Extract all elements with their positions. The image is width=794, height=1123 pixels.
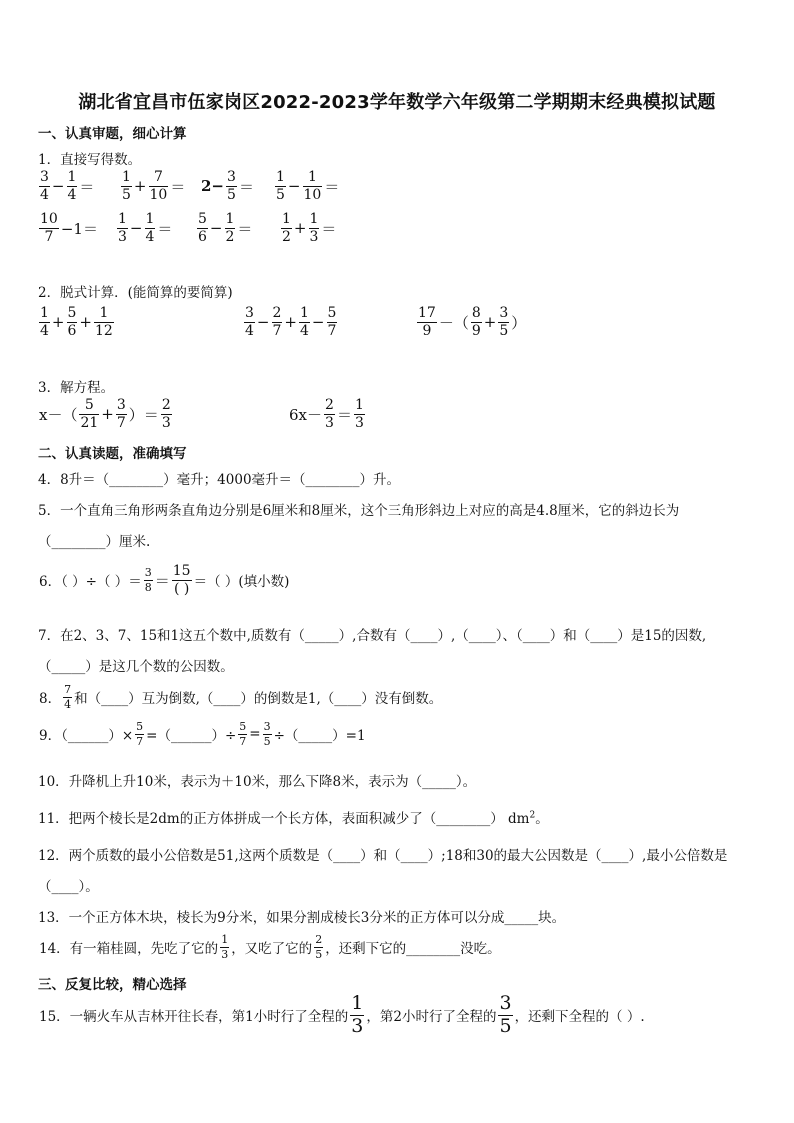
fraction	[309, 212, 320, 244]
fraction-denominator: 5	[227, 186, 236, 203]
q1-item-6	[116, 212, 173, 244]
fraction	[39, 212, 59, 244]
q1-item-2	[120, 170, 186, 202]
math-text: 15．一辆火车从吉林开往长春，第1小时行了全程的	[39, 1009, 349, 1026]
fraction-denominator: 5	[499, 322, 509, 339]
page-title: 湖北省宜昌市伍家岗区2022-2023学年数学六年级第二学期期末经典模拟试题	[78, 92, 716, 113]
fraction	[116, 398, 127, 430]
fraction-numerator: 15	[172, 563, 191, 579]
section-3-heading: 三、反复比较，精心选择	[38, 977, 187, 993]
fraction-numerator: 5	[79, 398, 99, 415]
math-text: －（	[438, 313, 469, 332]
fraction	[498, 994, 512, 1037]
fraction-denominator: 3	[118, 228, 127, 245]
fraction	[238, 721, 247, 747]
question-6	[38, 564, 290, 596]
math-text: 9．（______）×	[39, 728, 134, 745]
question-14	[38, 934, 502, 960]
math-text: 2−	[201, 177, 225, 196]
math-text: +	[79, 313, 92, 332]
fraction-denominator: 5	[263, 734, 271, 748]
math-text: −	[51, 177, 65, 196]
math-text: −	[209, 219, 223, 238]
fraction-denominator: 4	[40, 322, 49, 339]
fraction-denominator: 2	[225, 228, 235, 245]
fraction-denominator: 4	[40, 186, 49, 203]
fraction-numerator: 3	[263, 720, 271, 733]
q1-item-4	[274, 170, 340, 202]
fraction-denominator: 3	[351, 1014, 364, 1037]
fraction-numerator: 3	[245, 305, 254, 321]
math-text: 和（____）互为倒数,（____）的倒数是1,（____）没有倒数。	[74, 691, 443, 708]
fraction-numerator: 2	[272, 305, 282, 321]
fraction-denominator: 9	[471, 322, 481, 339]
fraction-numerator: 1	[351, 992, 364, 1014]
math-text: =	[249, 726, 261, 743]
math-text: +	[51, 313, 65, 332]
question-13: 13．一个正方体木块，棱长为9分米，如果分割成棱长3分米的正方体可以分成_____块。	[38, 910, 566, 926]
fraction-denominator: 7	[239, 734, 247, 748]
fraction-numerator: 10	[40, 211, 58, 227]
question-15	[38, 994, 646, 1037]
math-text: ＝	[321, 219, 337, 238]
fraction-numerator: 2	[315, 933, 323, 946]
fraction	[226, 170, 237, 202]
fraction	[324, 398, 335, 430]
fraction-numerator: 5	[327, 305, 337, 321]
fraction	[67, 170, 78, 202]
math-text: ÷（_____）=1	[273, 728, 366, 745]
fraction-denominator: 7	[136, 734, 144, 748]
fraction-denominator: 3	[309, 228, 319, 245]
fraction	[172, 564, 192, 596]
fraction-numerator: 7	[149, 170, 169, 187]
fraction-denominator: 10	[149, 186, 168, 203]
fraction-numerator: 1	[309, 211, 319, 227]
fraction-denominator: 12	[95, 322, 113, 339]
fraction-denominator: 5	[122, 186, 131, 203]
question-5-line-1: 5．一个直角三角形两条直角边分别是6厘米和8厘米，这个三角形斜边上对应的高是4.8厘米，它的斜边长为	[38, 503, 680, 519]
fraction	[67, 306, 78, 338]
fraction-numerator: 1	[354, 397, 364, 413]
math-text: 14．有一箱桂圆，先吃了它的	[39, 941, 219, 958]
fraction-numerator: 3	[40, 169, 49, 185]
fraction-numerator: 1	[118, 211, 127, 227]
fraction	[498, 306, 509, 338]
fraction	[272, 306, 283, 338]
fraction-denominator: 4	[64, 697, 72, 711]
fraction-denominator: 4	[300, 322, 309, 339]
math-text: 8．	[39, 691, 62, 708]
fraction-numerator: 5	[136, 720, 144, 733]
question-4: 4．8升＝（________）毫升；4000毫升＝（________）升。	[38, 472, 401, 488]
fraction	[144, 567, 153, 593]
math-text: −	[129, 219, 143, 238]
question-text: 11．把两个棱长是2dm的正方体拼成一个长方体，表面积减少了（________） dm	[38, 811, 530, 827]
question-5-line-2: （________）厘米.	[38, 534, 151, 550]
fraction-denominator: 4	[67, 186, 77, 203]
fraction	[161, 398, 172, 430]
math-text: ）＝	[128, 405, 159, 424]
fraction-denominator: 4	[245, 322, 254, 339]
fraction-denominator: 6	[198, 228, 207, 245]
fraction-numerator: 2	[161, 397, 171, 413]
fraction	[135, 721, 144, 747]
math-text: +	[101, 405, 114, 424]
q1-item-3	[200, 170, 255, 202]
fraction	[197, 212, 208, 244]
math-text: −	[287, 177, 301, 196]
fraction-numerator: 3	[227, 169, 236, 185]
fraction	[145, 212, 156, 244]
fraction	[299, 306, 310, 338]
question-12-line-2: （____）。	[38, 879, 99, 895]
fraction	[39, 170, 50, 202]
question-text: 。	[535, 811, 549, 827]
fraction	[350, 994, 364, 1037]
fraction-denominator: 10	[303, 186, 322, 203]
math-text: +	[483, 313, 497, 332]
fraction-numerator: 1	[221, 933, 229, 946]
fraction-numerator: 1	[276, 169, 285, 185]
question-1-label: 1．直接写得数。	[38, 152, 142, 168]
fraction	[39, 306, 50, 338]
math-text: ＝	[170, 177, 186, 196]
fraction-numerator: 7	[64, 683, 72, 696]
question-12-line-1: 12．两个质数的最小公倍数是51,这两个质数是（____）和（____）;18和30的最大公因数是（____）,最小公倍数是	[38, 848, 728, 864]
q3-equation-2	[288, 398, 366, 430]
math-text: =（______）÷	[146, 728, 237, 745]
fraction-denominator: 2	[282, 228, 291, 245]
math-text: ＝	[157, 219, 173, 238]
fraction-denominator: 7	[272, 322, 282, 339]
fraction-denominator: 6	[67, 322, 77, 339]
section-1-heading: 一、认真审题，细心计算	[38, 126, 187, 142]
fraction	[354, 398, 365, 430]
math-text: +	[133, 177, 147, 196]
fraction-numerator: 17	[418, 305, 436, 321]
fraction-denominator: 5	[276, 186, 285, 203]
q1-item-5	[38, 212, 99, 244]
fraction-numerator: 1	[282, 211, 291, 227]
fraction-denominator: 4	[145, 228, 155, 245]
fraction	[314, 934, 323, 960]
fraction-denominator: 3	[354, 414, 364, 431]
math-text: ，还剩下全程的（ ）.	[514, 1009, 645, 1026]
fraction	[303, 170, 323, 202]
section-2-heading: 二、认真读题，准确填写	[38, 446, 187, 462]
math-text: −	[256, 313, 270, 332]
fraction	[149, 170, 169, 202]
fraction-denominator: 3	[221, 947, 229, 961]
question-10: 10．升降机上升10米，表示为＋10米，那么下降8米，表示为（_____）。	[38, 774, 477, 790]
fraction-numerator: 5	[67, 305, 77, 321]
fraction-numerator: 1	[145, 211, 155, 227]
fraction-numerator: 1	[40, 305, 49, 321]
math-text: 6x－	[289, 405, 323, 424]
q1-item-8	[280, 212, 337, 244]
math-text: 2	[529, 810, 536, 821]
q1-item-1	[38, 170, 95, 202]
fraction-numerator: 3	[499, 305, 509, 321]
math-text: x－（	[39, 405, 78, 424]
question-3-label: 3．解方程。	[38, 380, 115, 396]
math-text: ，又吃了它的	[231, 941, 313, 958]
math-text: 6．（ ）÷（ ）＝	[39, 574, 142, 591]
fraction-numerator: 2	[325, 397, 334, 413]
fraction	[121, 170, 132, 202]
q2-expression-2	[243, 306, 338, 338]
math-text: ＝	[237, 219, 253, 238]
math-text: +	[284, 313, 297, 332]
math-text: ，还剩下它的________没吃。	[325, 941, 501, 958]
math-text: ＝	[154, 571, 170, 590]
fraction-numerator: 1	[94, 306, 114, 323]
fraction	[471, 306, 482, 338]
fraction	[263, 721, 272, 747]
question-11	[38, 807, 549, 827]
q2-expression-3	[416, 306, 527, 338]
fraction-denominator: 8	[144, 580, 152, 594]
question-8	[38, 684, 443, 710]
fraction-denominator: 7	[44, 228, 54, 245]
question-9	[38, 721, 367, 747]
fraction	[220, 934, 229, 960]
fraction-denominator: 5	[499, 1014, 512, 1037]
math-text: ，第2小时行了全程的	[366, 1009, 497, 1026]
question-7-line-1: 7．在2、3、7、15和1这五个数中,质数有（_____）,合数有（____）,（____）、（____）和（____）是15的因数,	[38, 628, 707, 644]
fraction	[63, 684, 72, 710]
fraction	[417, 306, 437, 338]
math-text: ＝（ ）(填小数)	[193, 574, 290, 591]
math-text: ）	[511, 313, 527, 332]
fraction-denominator: 3	[161, 414, 171, 431]
q1-item-7	[196, 212, 253, 244]
fraction-numerator: 5	[198, 211, 207, 227]
fraction-numerator: 3	[116, 397, 126, 413]
fraction-numerator: 3	[499, 992, 512, 1014]
fraction	[281, 212, 292, 244]
fraction	[275, 170, 286, 202]
fraction-denominator: 3	[325, 414, 334, 431]
fraction	[327, 306, 338, 338]
fraction	[225, 212, 236, 244]
fraction-numerator: 1	[122, 169, 131, 185]
question-2-label: 2．脱式计算．(能简算的要简算)	[38, 285, 233, 301]
q2-expression-1	[38, 306, 115, 338]
fraction	[94, 306, 114, 338]
fraction-numerator: 8	[471, 305, 481, 321]
math-text: ＝	[238, 177, 254, 196]
fraction-denominator: 9	[422, 322, 432, 339]
fraction-denominator: ( )	[173, 580, 190, 597]
fraction-numerator: 3	[144, 566, 152, 580]
fraction-numerator: 1	[303, 170, 323, 187]
fraction	[117, 212, 128, 244]
question-7-line-2: （_____）是这几个数的公因数。	[38, 659, 234, 675]
fraction-numerator: 5	[239, 720, 247, 733]
math-text: ＝	[79, 177, 95, 196]
math-text: +	[293, 219, 307, 238]
math-text: ＝	[336, 405, 352, 424]
math-text: −	[311, 313, 325, 332]
fraction-numerator: 1	[225, 211, 235, 227]
q3-equation-1	[38, 398, 173, 430]
fraction	[244, 306, 255, 338]
fraction-denominator: 21	[80, 414, 99, 431]
fraction-denominator: 5	[315, 947, 323, 961]
fraction	[79, 398, 99, 430]
fraction-numerator: 1	[300, 305, 309, 321]
math-text: −1＝	[60, 219, 98, 238]
fraction-numerator: 1	[67, 169, 77, 185]
fraction-denominator: 7	[116, 414, 126, 431]
fraction-denominator: 7	[327, 322, 337, 339]
math-text: ＝	[324, 177, 340, 196]
